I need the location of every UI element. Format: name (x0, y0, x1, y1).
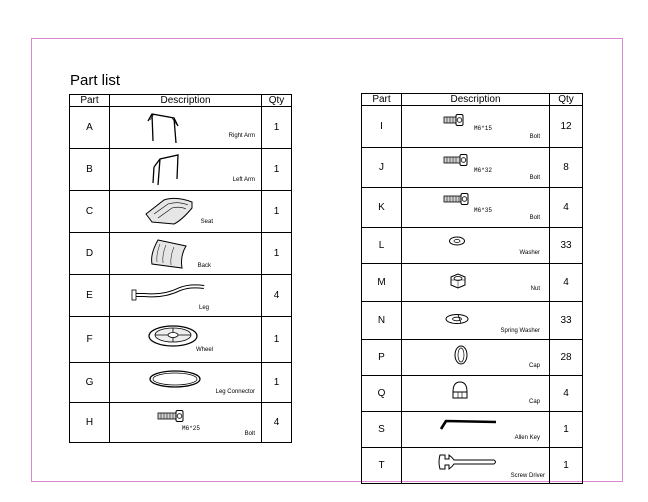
part-qty: 4 (550, 376, 583, 412)
table-row (70, 317, 292, 363)
part-label: Bolt (529, 175, 540, 181)
part-code: J (362, 148, 402, 188)
header-description: Description (402, 94, 550, 106)
table-header (70, 95, 292, 107)
header-part: Part (70, 95, 110, 107)
part-code: N (362, 302, 402, 340)
left-arm-icon (148, 153, 182, 187)
part-code: L (362, 228, 402, 264)
spring-washer-icon (444, 313, 470, 325)
header-qty: Qty (262, 95, 292, 107)
part-qty: 12 (550, 106, 583, 148)
table-row (70, 275, 292, 317)
cap-nut-icon (450, 380, 470, 402)
cap-icon (452, 344, 470, 366)
bolt-size: M6*15 (474, 125, 493, 132)
part-description (402, 340, 550, 376)
table-row (362, 412, 583, 448)
part-description (402, 228, 550, 264)
bolt-icon (156, 409, 196, 423)
leg-connector-icon (148, 369, 202, 389)
part-description (110, 317, 262, 363)
part-description (402, 264, 550, 302)
part-qty: 28 (550, 340, 583, 376)
table-row (362, 148, 583, 188)
part-code: T (362, 448, 402, 484)
part-code: E (70, 275, 110, 317)
table-row (362, 340, 583, 376)
part-code: H (70, 403, 110, 443)
table-row (70, 363, 292, 403)
part-description (110, 191, 262, 233)
part-code: K (362, 188, 402, 228)
part-label: Cap (528, 399, 540, 405)
part-qty: 4 (550, 188, 583, 228)
parts-table-right (361, 93, 583, 484)
part-label: Bolt (529, 215, 540, 221)
header-qty: Qty (550, 94, 583, 106)
part-qty: 1 (262, 191, 292, 233)
part-label: Bolt (529, 134, 540, 140)
bolt-icon (442, 113, 472, 127)
right-arm-icon (144, 111, 184, 145)
part-qty: 1 (262, 107, 292, 149)
part-code: A (70, 107, 110, 149)
table-row (70, 403, 292, 443)
part-qty: 1 (550, 448, 583, 484)
part-code: P (362, 340, 402, 376)
part-qty: 33 (550, 302, 583, 340)
header-description: Description (110, 95, 262, 107)
part-description (402, 376, 550, 412)
part-label: Back (197, 263, 211, 269)
part-description (402, 148, 550, 188)
table-header (362, 94, 583, 106)
part-description (110, 275, 262, 317)
wrench-icon (436, 451, 500, 473)
bolt-size: M6*35 (474, 207, 493, 214)
table-row (362, 264, 583, 302)
seat-icon (142, 194, 198, 228)
part-code: S (362, 412, 402, 448)
part-qty: 4 (550, 264, 583, 302)
part-label: Leg (198, 305, 209, 311)
part-description (110, 149, 262, 191)
part-description (110, 403, 262, 443)
bolt-size: M6*32 (474, 167, 493, 174)
part-label: Screw Driver (510, 473, 545, 479)
part-label: Cap (528, 363, 540, 369)
part-code: B (70, 149, 110, 191)
part-label: Left Arm (232, 177, 255, 183)
part-label: Allen Key (514, 435, 540, 441)
part-code: Q (362, 376, 402, 412)
part-label: Bolt (244, 431, 255, 437)
part-description (110, 107, 262, 149)
part-qty: 1 (262, 233, 292, 275)
part-code: I (362, 106, 402, 148)
bolt-size: M6*25 (182, 425, 201, 432)
parts-table-left (69, 94, 292, 443)
part-qty: 4 (262, 275, 292, 317)
back-icon (144, 236, 192, 272)
part-description (402, 448, 550, 484)
part-description (402, 188, 550, 228)
allen-key-icon (438, 418, 500, 432)
nut-icon (448, 272, 468, 290)
leg-icon (130, 281, 208, 305)
table-row (70, 107, 292, 149)
part-label: Wheel (195, 347, 213, 353)
part-label: Leg Connector (215, 389, 255, 395)
part-label: Seat (200, 219, 213, 225)
page-title: Part list (70, 72, 121, 89)
part-code: M (362, 264, 402, 302)
part-qty: 1 (262, 317, 292, 363)
table-row (362, 228, 583, 264)
part-description (402, 106, 550, 148)
part-description (402, 302, 550, 340)
part-label: Washer (519, 250, 540, 256)
table-row (70, 233, 292, 275)
table-row (70, 191, 292, 233)
bolt-icon (442, 153, 476, 167)
table-row (362, 448, 583, 484)
part-label: Spring Washer (500, 328, 540, 334)
table-row (362, 188, 583, 228)
wheel-icon (146, 323, 200, 349)
part-qty: 1 (262, 149, 292, 191)
part-description (110, 363, 262, 403)
part-qty: 33 (550, 228, 583, 264)
part-label: Right Arm (228, 133, 255, 139)
table-row (70, 149, 292, 191)
part-qty: 8 (550, 148, 583, 188)
part-description (110, 233, 262, 275)
part-qty: 1 (262, 363, 292, 403)
header-part: Part (362, 94, 402, 106)
washer-icon (448, 235, 466, 247)
bolt-icon (442, 192, 476, 206)
part-code: D (70, 233, 110, 275)
table-row (362, 376, 583, 412)
part-label: Nut (530, 286, 540, 292)
part-qty: 4 (262, 403, 292, 443)
table-row (362, 302, 583, 340)
part-code: F (70, 317, 110, 363)
part-code: G (70, 363, 110, 403)
part-code: C (70, 191, 110, 233)
table-row (362, 106, 583, 148)
part-description (402, 412, 550, 448)
part-qty: 1 (550, 412, 583, 448)
